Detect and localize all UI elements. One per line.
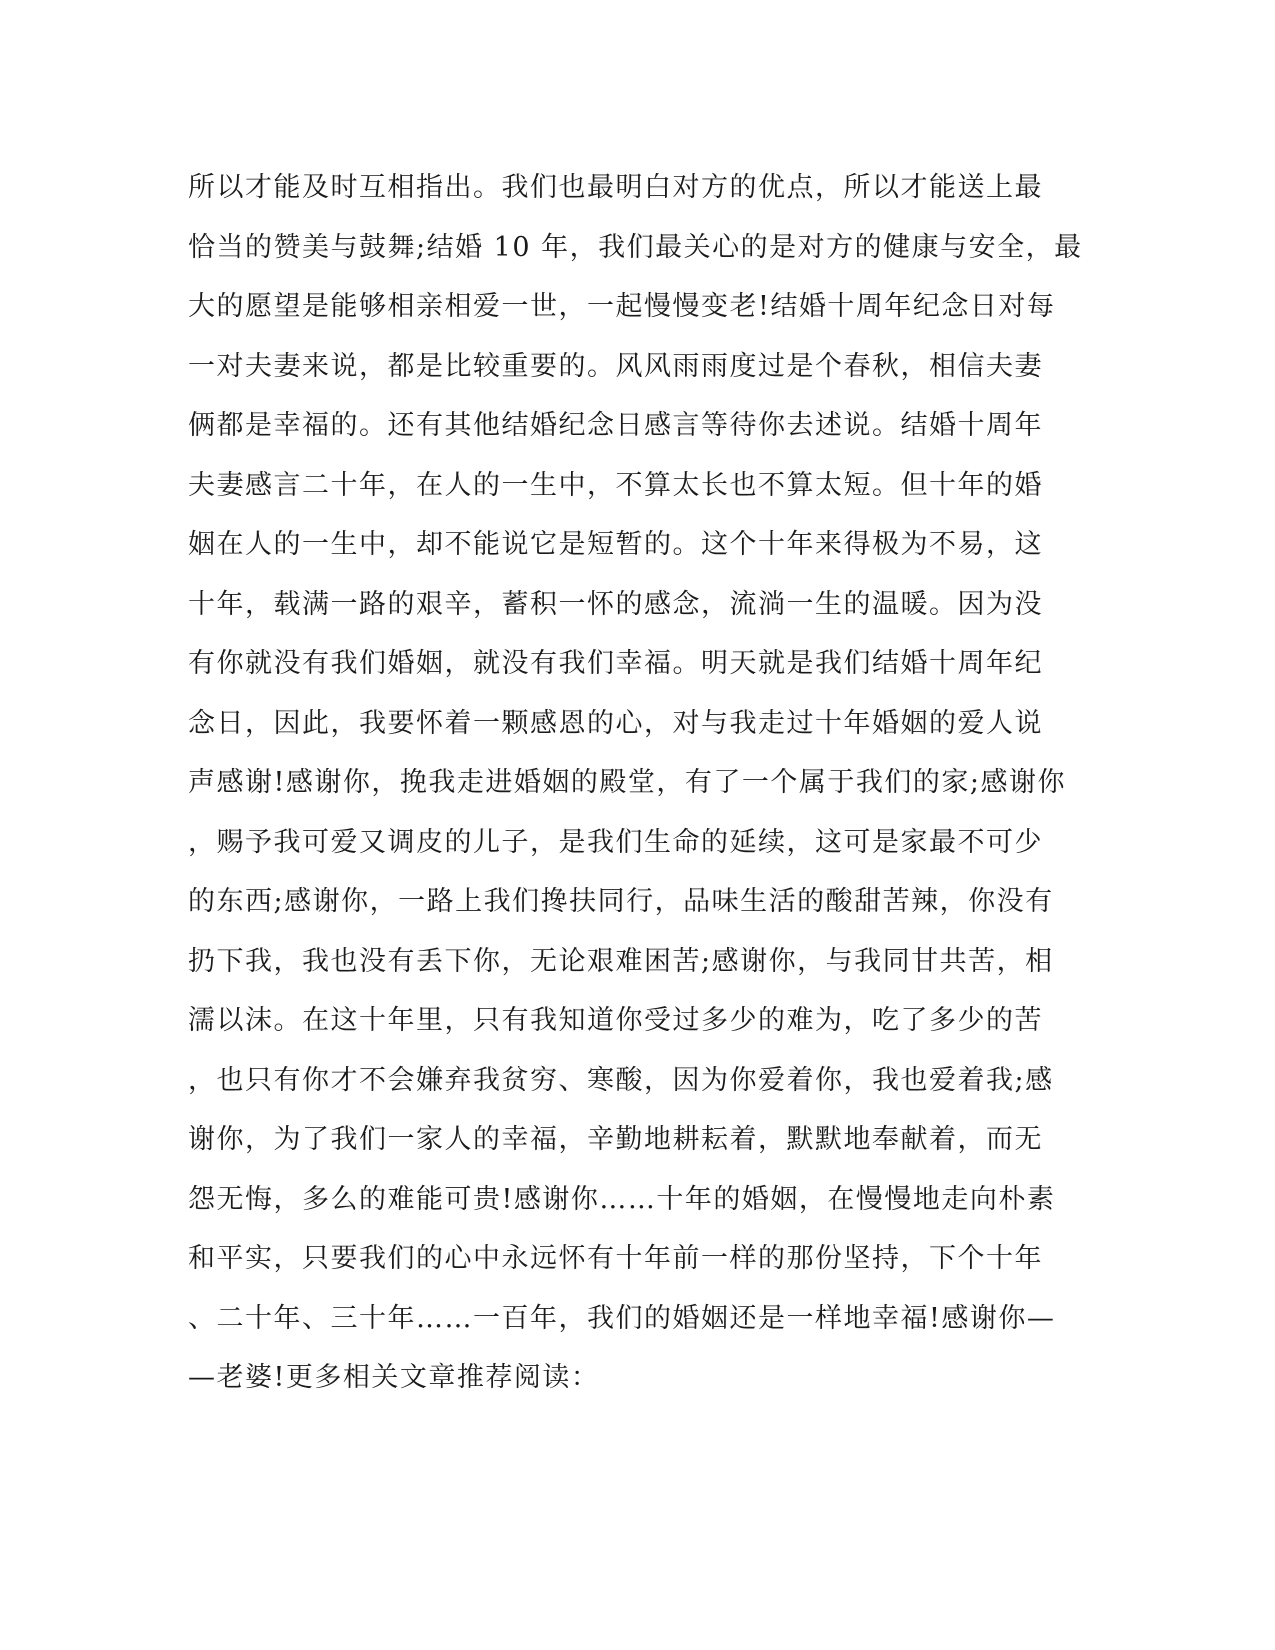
text-line: 濡以沫。在这十年里，只有我知道你受过多少的难为，吃了多少的苦 [188, 1005, 1043, 1036]
text-line: ，也只有你才不会嫌弃我贫穷、寒酸，因为你爱着你，我也爱着我;感 [188, 1064, 1054, 1096]
text-line: 和平实，只要我们的心中永远怀有十年前一样的那份坚持，下个十年 [188, 1243, 1043, 1274]
text-line: 一对夫妻来说，都是比较重要的。风风雨雨度过是个春秋，相信夫妻 [188, 350, 1043, 382]
text-line: ，赐予我可爱又调皮的儿子，是我们生命的延续，这可是家最不可少 [188, 826, 1043, 858]
text-line: 夫妻感言二十年，在人的一生中，不算太长也不算太短。但十年的婚 [188, 469, 1043, 501]
text-line: 所以才能及时互相指出。我们也最明白对方的优点，所以才能送上最 [188, 172, 1043, 203]
text-line: 大的愿望是能够相亲相爱一世，一起慢慢变老!结婚十周年纪念日对每 [188, 291, 1056, 322]
body-text [188, 158, 1083, 1408]
text-line: 十年，载满一路的艰辛，蓄积一怀的感念，流淌一生的温暖。因为没 [188, 588, 1043, 620]
text-line: 念日，因此，我要怀着一颗感恩的心，对与我走过十年婚姻的爱人说 [188, 707, 1043, 739]
text-line: —老婆!更多相关文章推荐阅读： [188, 1362, 600, 1393]
text-line: 恰当的赞美与鼓舞;结婚 10 年，我们最关心的是对方的健康与安全，最 [188, 231, 1083, 263]
text-line: 声感谢!感谢你，挽我走进婚姻的殿堂，有了一个属于我们的家;感谢你 [188, 767, 1066, 798]
text-line: 怨无悔，多么的难能可贵!感谢你……十年的婚姻，在慢慢地走向朴素 [188, 1183, 1056, 1215]
text-line: 姻在人的一生中，却不能说它是短暂的。这个十年来得极为不易，这 [188, 529, 1043, 560]
text-line: 谢你，为了我们一家人的幸福，辛勤地耕耘着，默默地奉献着，而无 [188, 1124, 1043, 1155]
text-line: 、二十年、三十年……一百年，我们的婚姻还是一样地幸福!感谢你— [188, 1302, 1056, 1334]
text-line: 扔下我，我也没有丢下你，无论艰难困苦;感谢你，与我同甘共苦，相 [188, 945, 1054, 977]
text-line: 有你就没有我们婚姻，就没有我们幸福。明天就是我们结婚十周年纪 [188, 648, 1043, 679]
text-line: 俩都是幸福的。还有其他结婚纪念日感言等待你去述说。结婚十周年 [188, 410, 1043, 441]
text-line: 的东西;感谢你，一路上我们搀扶同行，品味生活的酸甜苦辣，你没有 [188, 886, 1054, 917]
